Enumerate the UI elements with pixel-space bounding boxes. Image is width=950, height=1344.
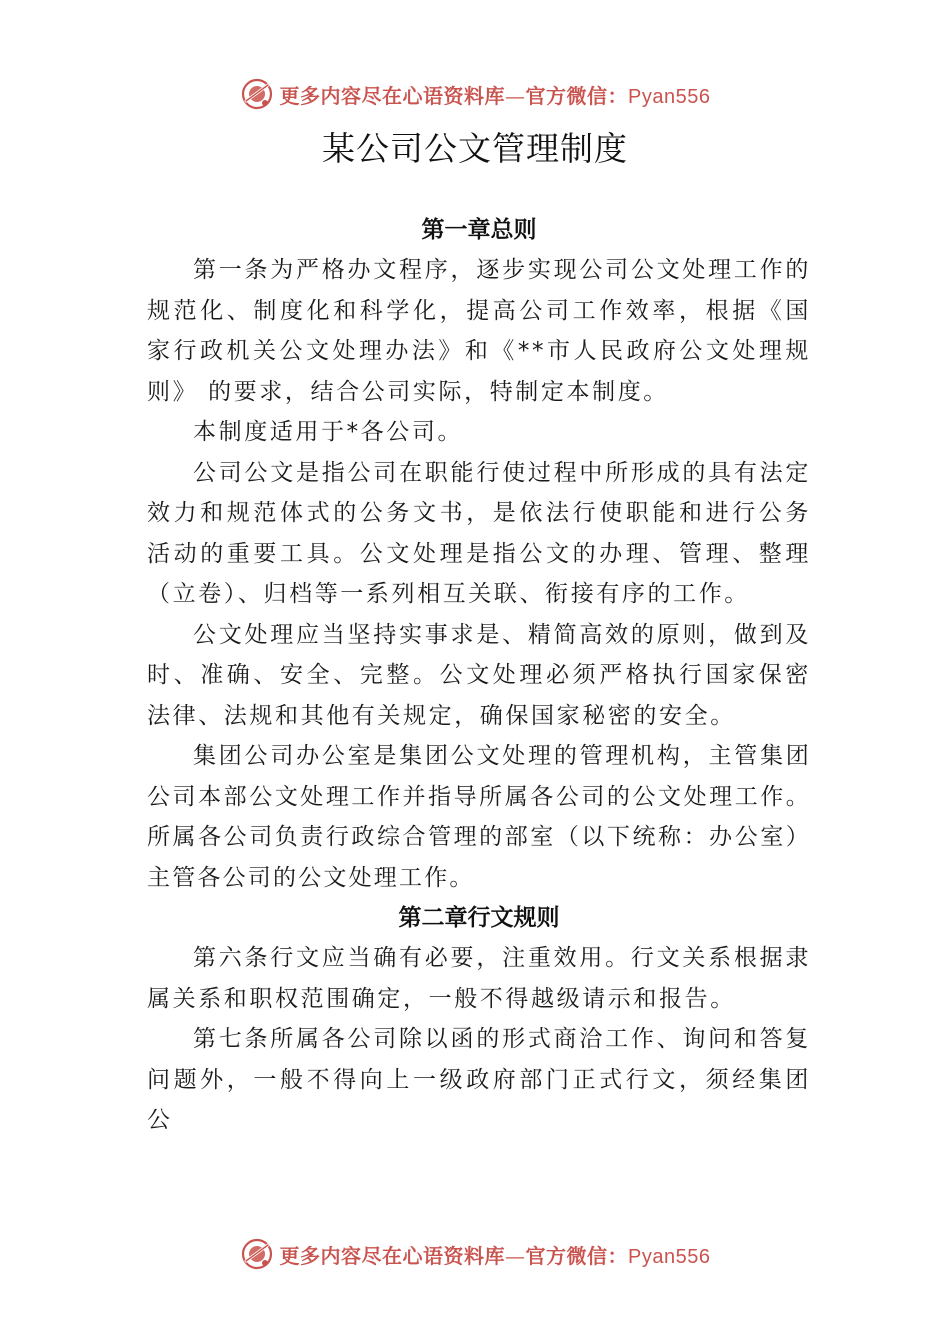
watermark-banner-top: [0, 72, 950, 116]
paragraph: 集团公司办公室是集团公文处理的管理机构，主管集团公司本部公文处理工作并指导所属各公司的公文处理工作。 所属各公司负责行政综合管理的部室（以下统称：办公室） 主管各公司的公文处理工作。: [147, 743, 811, 891]
paragraph: 公文处理应当坚持实事求是、精简高效的原则，做到及时、准确、安全、完整。公文处理必须严格执行国家保密法律、法规和其他有关规定，确保国家秘密的安全。: [147, 621, 811, 729]
watermark-wechat-id: Pyan556: [628, 85, 711, 108]
watermark-slogan: 更多内容尽在心语资料库: [279, 1243, 506, 1268]
watermark-wechat-id: Pyan556: [628, 1245, 711, 1268]
watermark-separator: —: [505, 1243, 526, 1268]
watermark-separator: —: [505, 83, 526, 108]
paragraph: 第七条所属各公司除以函的形式商洽工作、询问和答复问题外，一般不得向上一级政府部门正式行文，须经集团公: [147, 1026, 811, 1133]
chapter-heading: 第一章总则: [421, 217, 537, 243]
watermark-slogan: 更多内容尽在心语资料库: [279, 83, 506, 108]
brand-logo-icon: [240, 1237, 274, 1271]
paragraph: 第一条为严格办文程序，逐步实现公司公文处理工作的规范化、制度化和科学化，提高公司工作效率，根据《国家行政机关公文处理办法》和《**市人民政府公文处理规则》 的要求，结合公司实际，特制定本制度。: [147, 257, 811, 405]
watermark-wechat-label: 官方微信：: [525, 1243, 629, 1268]
paragraph: 本制度适用于*各公司。: [193, 419, 464, 445]
watermark-banner-bottom: [0, 1232, 950, 1276]
document-title: 某公司公文管理制度: [322, 129, 628, 168]
paragraph: 公司公文是指公司在职能行使过程中所形成的具有法定效力和规范体式的公务文书，是依法行使职能和进行公务活动的重要工具。公文处理是指公文的办理、管理、整理（立卷）、归档等一系列相互关联、衔接有序的工作。: [147, 459, 811, 607]
document-body: [147, 210, 811, 1141]
chapter-heading: 第二章行文规则: [398, 905, 560, 931]
paragraph: 第六条行文应当确有必要，注重效用。行文关系根据隶属关系和职权范围确定，一般不得越级请示和报告。: [147, 945, 811, 1012]
watermark-wechat-label: 官方微信：: [525, 83, 629, 108]
brand-logo-icon: [240, 77, 274, 111]
watermark-text: [280, 1240, 711, 1269]
watermark-text: [280, 80, 711, 109]
